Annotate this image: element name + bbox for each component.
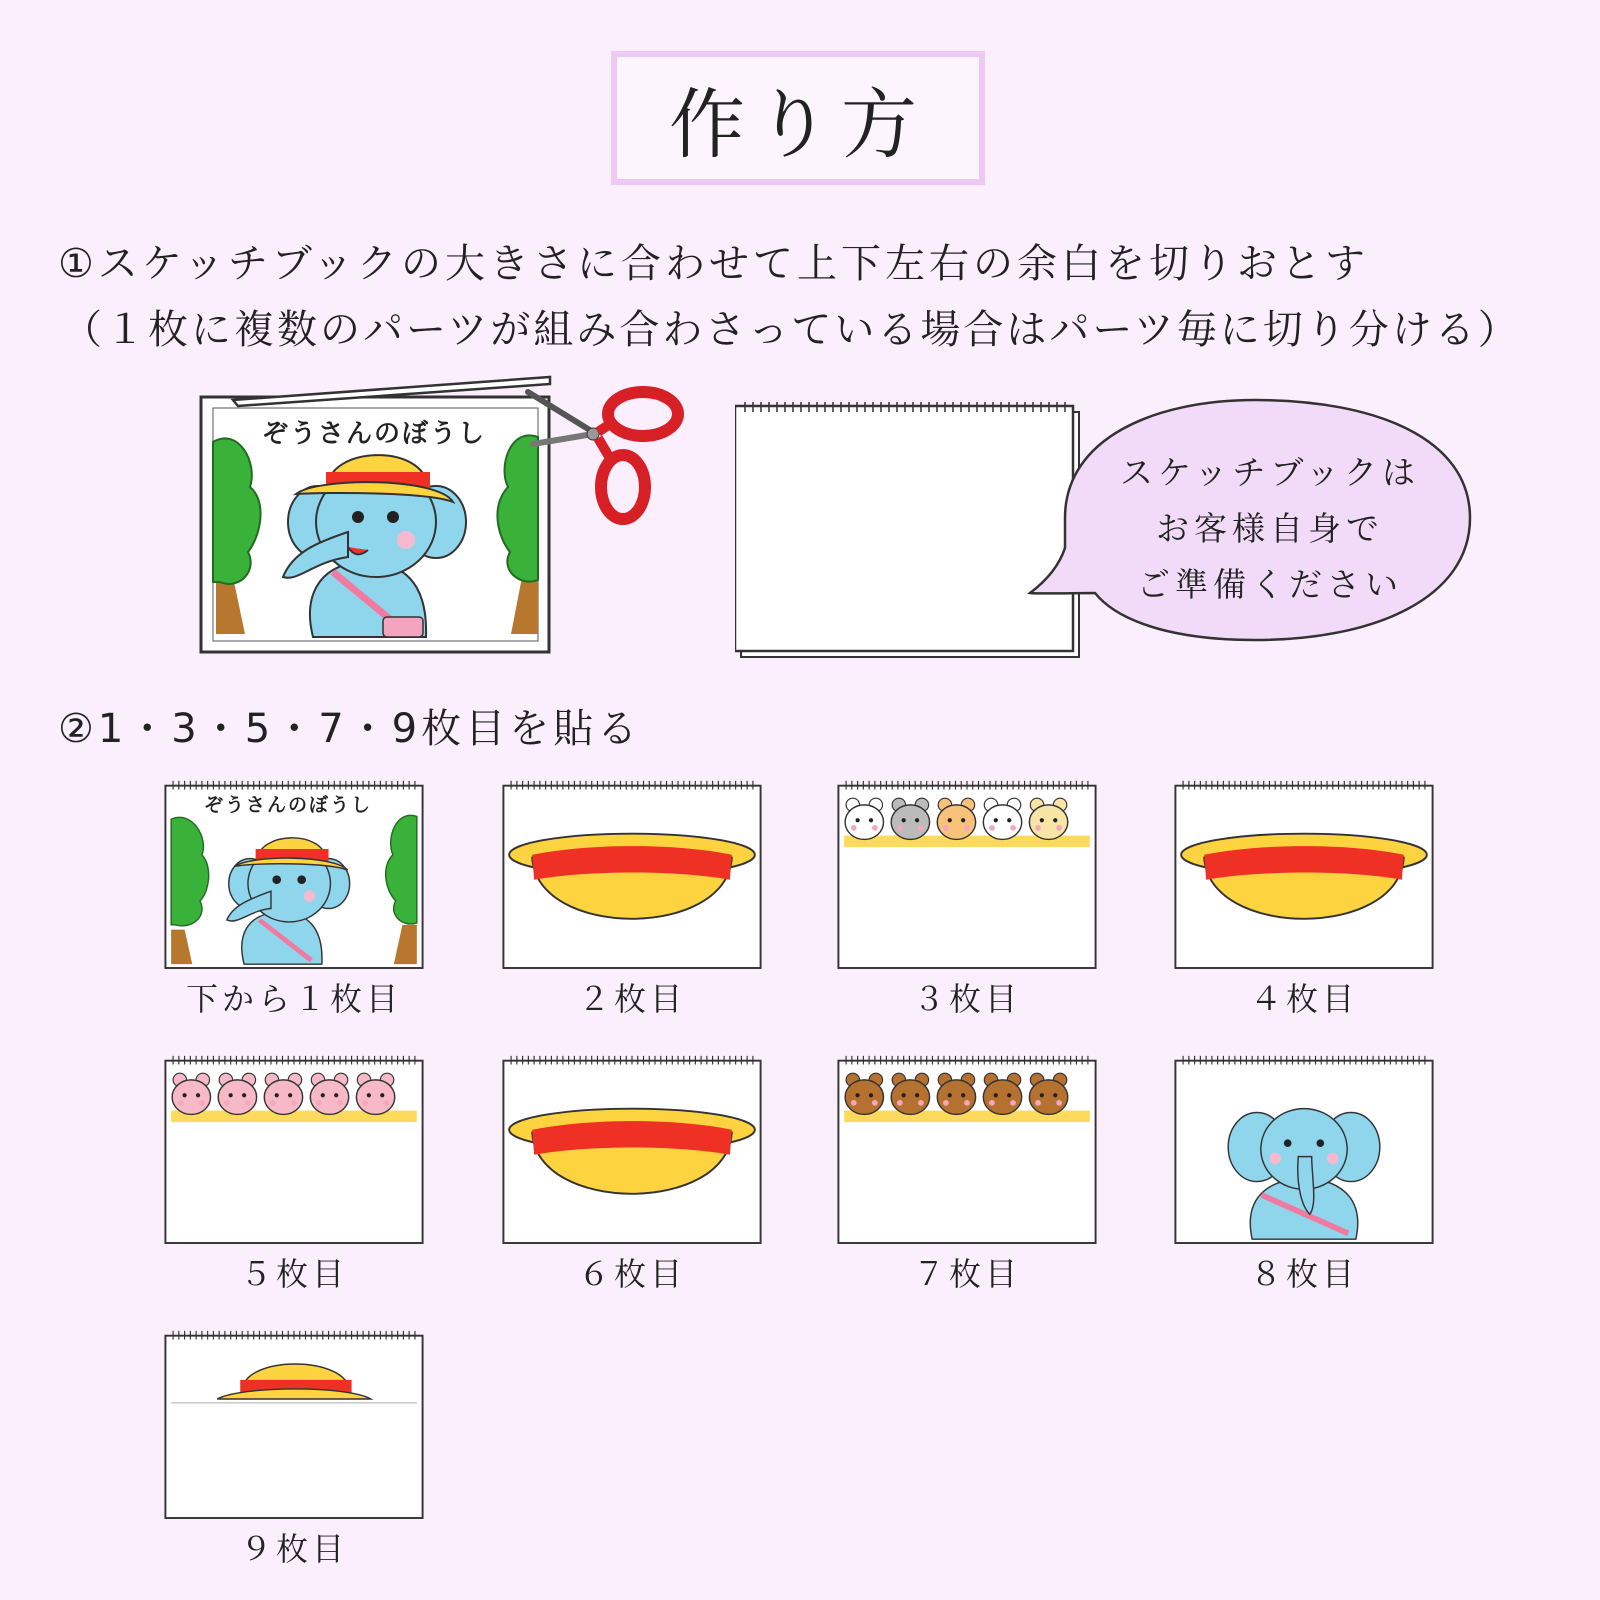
cover-title-large: ぞうさんのぼうし — [262, 419, 487, 449]
sheet-5 — [160, 1053, 428, 1243]
sheet-drawing — [833, 1053, 1101, 1243]
sheet-drawing — [498, 1053, 766, 1243]
sheet-caption: ７枚目 — [912, 1255, 1021, 1293]
sheet-caption: ９枚目 — [239, 1530, 348, 1568]
bubble-line: お客様自身で — [1156, 509, 1384, 548]
sheet-caption: ５枚目 — [239, 1255, 348, 1293]
sheet-2 — [498, 778, 766, 968]
sheet-drawing — [160, 1328, 428, 1518]
sheet-9 — [160, 1328, 428, 1518]
sheet-caption: ３枚目 — [912, 980, 1021, 1018]
sheet-drawing — [1170, 1053, 1438, 1243]
sheet-drawing — [160, 1053, 428, 1243]
sheet-caption: ８枚目 — [1249, 1255, 1358, 1293]
sheet-8 — [1170, 1053, 1438, 1243]
sheet-6 — [498, 1053, 766, 1243]
step2-label: ②1・3・5・7・9枚目を貼る — [58, 706, 642, 752]
sheet-4 — [1170, 778, 1438, 968]
step1-line1: ①スケッチブックの大きさに合わせて上下左右の余白を切りおとす — [58, 241, 1370, 287]
sheet-drawing — [1170, 778, 1438, 968]
speech-bubble-text — [1080, 445, 1460, 613]
sheet-caption: 下から１枚目 — [185, 980, 402, 1018]
step1-line2: （１枚に複数のパーツが組み合わさっている場合はパーツ毎に切り分ける） — [62, 307, 1521, 353]
page-title: 作り方 — [669, 79, 927, 169]
bubble-line: ご準備ください — [1137, 565, 1403, 604]
title-box — [611, 51, 985, 185]
sheet-drawing — [833, 778, 1101, 968]
sheet-caption: ６枚目 — [577, 1255, 686, 1293]
bubble-line: スケッチブックは — [1119, 453, 1421, 492]
cover-title-small: ぞうさんのぼうし — [204, 794, 373, 816]
sheet-7 — [833, 1053, 1101, 1243]
sheet-caption: ２枚目 — [577, 980, 686, 1018]
sheet-drawing — [498, 778, 766, 968]
sheet-3 — [833, 778, 1101, 968]
sheet-caption: ４枚目 — [1249, 980, 1358, 1018]
